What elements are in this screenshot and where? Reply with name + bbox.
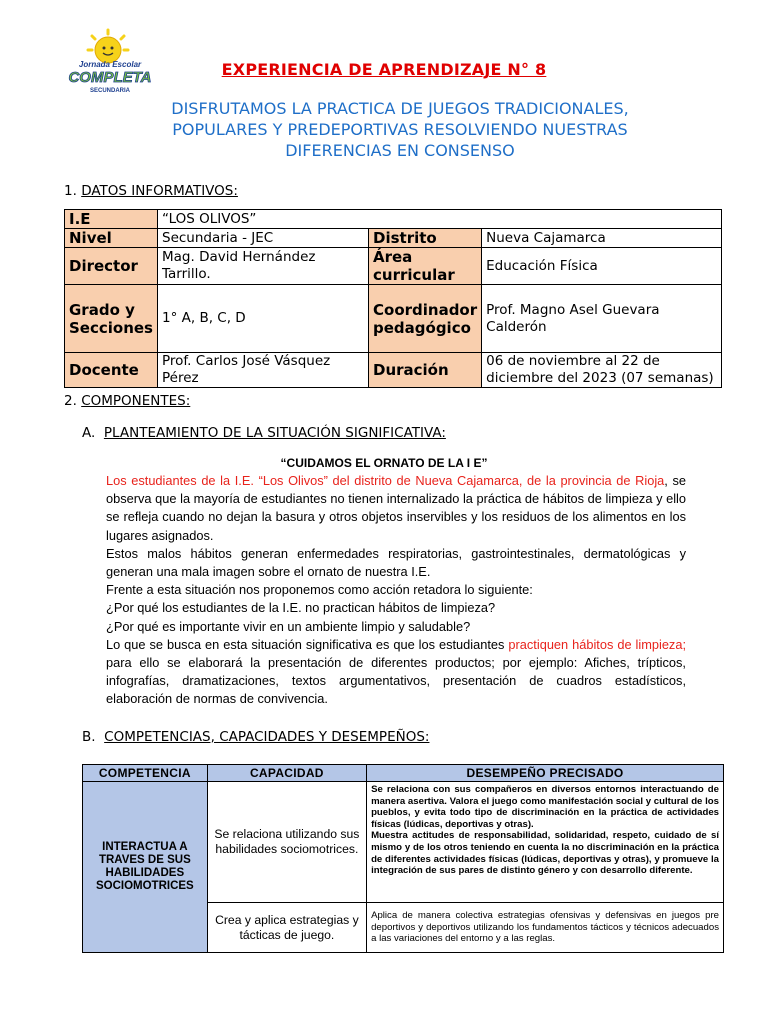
grado-label: Grado y Secciones — [65, 285, 158, 353]
desempeno-paragraph: Aplica de manera colectiva estrategias ofensivas y defensivas en juegos pre deportivos y deportivos utilizando los fundamentos tácticos y técnicos adecuados a las variaciones del entorno y a las reglas. — [371, 910, 719, 945]
section-1-heading — [64, 183, 238, 199]
section-letter: A. — [82, 425, 96, 441]
situation-text-run: , se observa que la mayoría de estudiantes no tienen internalizado la práctica de hábitos de limpieza y ello se refleja cuando no dejan la basura y otros objetos inservibles y los residuos de los alimentos en los lugares asignados. — [106, 473, 686, 543]
docente-value: Prof. Carlos José Vásquez Pérez — [158, 353, 369, 388]
header-capacidad: CAPACIDAD — [207, 765, 366, 782]
section-b-heading — [82, 729, 429, 745]
desempeno-1 — [367, 782, 724, 903]
section-title: COMPONENTES: — [81, 393, 191, 409]
situation-paragraph-1 — [106, 472, 686, 545]
document-title: EXPERIENCIA DE APRENDIZAJE N° 8 — [221, 60, 547, 79]
capacidad-2: Crea y aplica estrategias y tácticas de juego. — [207, 903, 366, 953]
area-value: Educación Física — [482, 248, 722, 285]
grado-value: 1° A, B, C, D — [158, 285, 369, 353]
competencias-table — [82, 764, 724, 953]
director-label: Director — [65, 248, 158, 285]
svg-text:Jornada Escolar: Jornada Escolar — [78, 60, 142, 69]
situation-paragraph-4 — [106, 636, 686, 709]
situation-question-2: ¿Por qué es importante vivir en un ambiente limpio y saludable? — [106, 618, 471, 634]
situation-question-1: ¿Por qué los estudiantes de la I.E. no practican hábitos de limpieza? — [106, 600, 496, 616]
nivel-label: Nivel — [65, 229, 158, 248]
area-label: Área curricular — [369, 248, 482, 285]
section-title: COMPETENCIAS, CAPACIDADES Y DESEMPEÑOS: — [104, 729, 430, 745]
document-subtitle — [100, 98, 700, 161]
header-competencia: COMPETENCIA — [83, 765, 208, 782]
situation-paragraph-2: Estos malos hábitos generan enfermedades respiratorias, gastrointestinales, dermatológicas y generan una mala imagen sobre el ornato de nuestra I.E. — [106, 545, 686, 580]
situation-highlight: Los estudiantes de la I.E. “Los Olivos” del distrito de Nueva Cajamarca, de la provincia de Rioja — [106, 473, 665, 488]
svg-text:COMPLETA: COMPLETA — [68, 69, 152, 86]
situation-title: “CUIDAMOS EL ORNATO DE LA I E” — [280, 456, 488, 470]
situation-paragraph-3: Frente a esta situación nos proponemos como acción retadora lo siguiente: — [106, 582, 533, 598]
nivel-value: Secundaria - JEC — [158, 229, 369, 248]
duracion-value: 06 de noviembre al 22 de diciembre del 2023 (07 semanas) — [482, 353, 722, 388]
section-title: DATOS INFORMATIVOS: — [81, 183, 238, 199]
docente-label: Docente — [65, 353, 158, 388]
subtitle-line: DISFRUTAMOS LA PRACTICA DE JUEGOS TRADICIONALES, — [171, 99, 629, 118]
subtitle-line: POPULARES Y PREDEPORTIVAS RESOLVIENDO NUESTRAS — [172, 120, 628, 139]
director-value: Mag. David Hernández Tarrillo. — [158, 248, 369, 285]
section-number: 2. — [64, 393, 77, 409]
section-number: 1. — [64, 183, 77, 199]
situation-text-run: Lo que se busca en esta situación significativa es que los estudiantes — [106, 636, 509, 652]
ie-value: “LOS OLIVOS” — [158, 210, 722, 229]
section-title: PLANTEAMIENTO DE LA SITUACIÓN SIGNIFICATIVA: — [103, 425, 446, 441]
info-table — [64, 209, 722, 388]
section-letter: B. — [82, 729, 96, 745]
svg-text:SECUNDARIA: SECUNDARIA — [89, 88, 131, 94]
ie-label: I.E — [65, 210, 158, 229]
desempeno-paragraph: Muestra actitudes de responsabilidad, solidaridad, respeto, cuidado de sí mismo y de los otros teniendo en cuenta la no discriminación en la práctica de diferentes actividades físicas (lúdicas, deportivas y otras), y promueve la integración de sus pares de distinto género y con desarrollo diferente. — [371, 830, 719, 877]
coordinador-value: Prof. Magno Asel Guevara Calderón — [482, 285, 722, 353]
section-a-heading — [82, 425, 446, 441]
capacidad-1: Se relaciona utilizando sus habilidades sociomotrices. — [207, 782, 366, 903]
sun-icon — [88, 30, 128, 63]
duracion-label: Duración — [369, 353, 482, 388]
distrito-value: Nueva Cajamarca — [482, 229, 722, 248]
distrito-label: Distrito — [369, 229, 482, 248]
coordinador-label: Coordinador pedagógico — [369, 285, 482, 353]
header-desempeno: DESEMPEÑO PRECISADO — [367, 765, 724, 782]
situation-highlight: practiquen hábitos de limpieza; — [508, 636, 687, 652]
competencia-cell: INTERACTUA A TRAVES DE SUS HABILIDADES SOCIOMOTRICES — [83, 782, 208, 953]
section-2-heading — [64, 393, 190, 409]
desempeno-paragraph: Se relaciona con sus compañeros en diversos entornos interactuando de manera asertiva. Valora el juego como manifestación social y cultural de los pueblos, y evita todo tipo de discriminación en la práctica de actividades físicas (lúdicas, deportivas y otras). — [371, 784, 719, 830]
subtitle-line: DIFERENCIAS EN CONSENSO — [285, 141, 515, 160]
situation-text-run: para ello se elaborará la presentación de diferentes productos; por ejemplo: Afiches, trípticos, infografías, dramatizaciones, textos argumentativos, presentación de cuadros estadísticos, elaboración de normas de convivencia. — [106, 655, 686, 707]
desempeno-2 — [367, 903, 724, 953]
situation-text — [106, 472, 686, 709]
